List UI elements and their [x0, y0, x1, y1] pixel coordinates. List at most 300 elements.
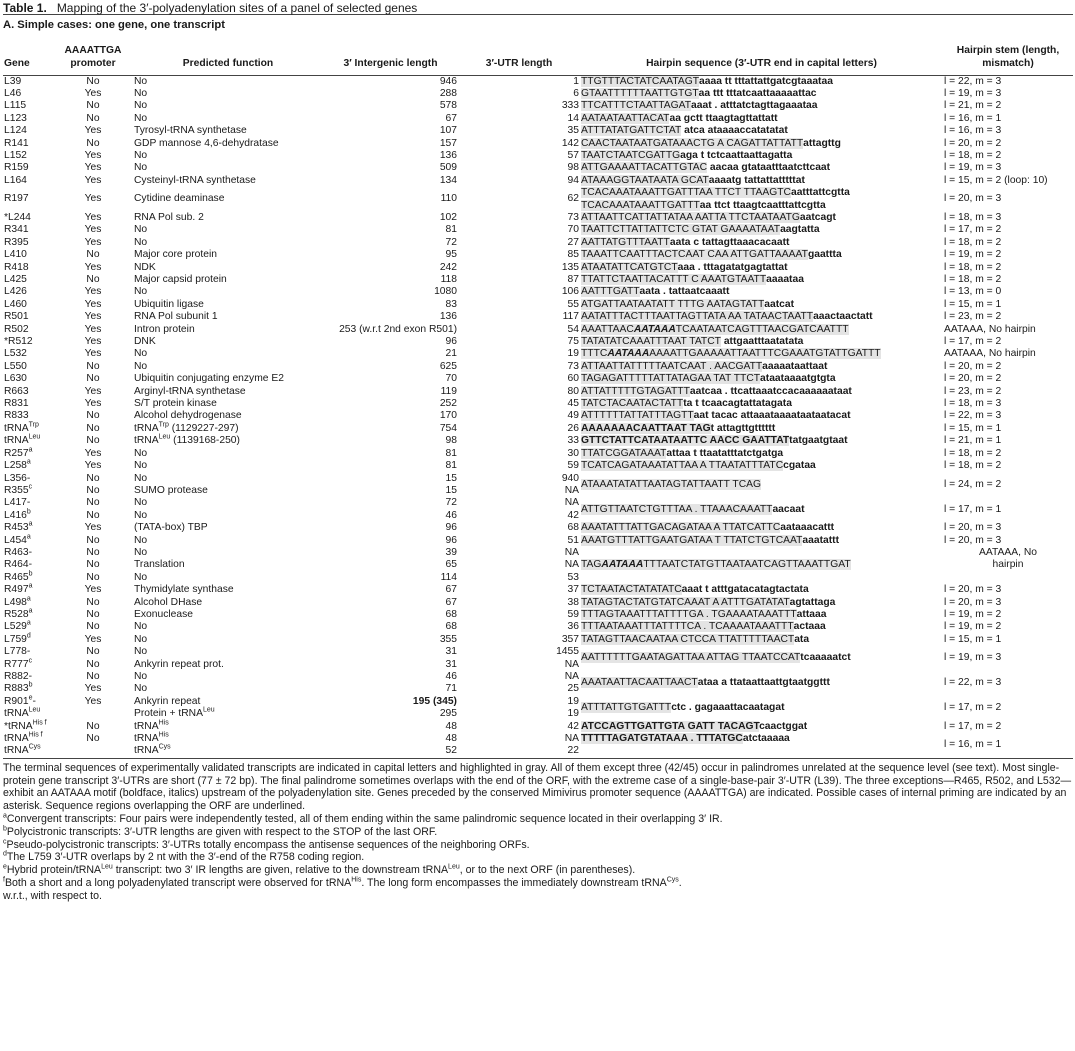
- sequence-lowercase: aat tacac attaaataaaataataatacat: [693, 410, 851, 422]
- hairpin-stem-cell: l = 18, m = 2: [944, 149, 1002, 161]
- hairpin-sequence-cell: [580, 138, 943, 150]
- hairpin-sequence-cell: [580, 361, 943, 373]
- hairpin-stem-cell: hairpin: [992, 559, 1024, 571]
- function-text: No: [134, 286, 148, 298]
- utr-length-cell: 80: [567, 385, 579, 397]
- hairpin-sequence-cell: [580, 597, 943, 609]
- gene-cell: [3, 88, 53, 100]
- table-row: [3, 373, 1073, 385]
- function-cell: [133, 659, 323, 671]
- sequence-part: TAG: [581, 559, 602, 571]
- hairpin-sequence-cell: [580, 745, 943, 757]
- intergenic-length-cell: 72: [445, 497, 457, 509]
- gene-superscript: a: [26, 619, 31, 627]
- gene-cell: [3, 262, 53, 274]
- sequence-highlighted: TATATATCAAATTTAAT TATCT: [581, 336, 721, 348]
- col-header-function: Predicted function: [182, 57, 274, 69]
- function-text: No: [134, 447, 148, 459]
- promoter-cell: No: [86, 249, 100, 261]
- hairpin-sequence-cell: [580, 324, 943, 336]
- intergenic-length-cell: 136: [439, 311, 457, 323]
- gene-name: L123: [4, 112, 27, 124]
- col-header-utr: 3′-UTR length: [485, 57, 553, 69]
- function-superscript: Leu: [202, 706, 215, 714]
- function-text: Cysteinyl-tRNA synthetase: [134, 174, 256, 186]
- intergenic-length-cell: 509: [439, 162, 457, 174]
- gene-cell: [3, 274, 53, 286]
- function-text: SUMO protease: [134, 484, 208, 496]
- gene-superscript: b: [28, 570, 33, 578]
- gene-name: tRNA: [4, 733, 29, 745]
- promoter-cell: No: [86, 100, 100, 112]
- sequence-lowercase: attaa t ttaatatttatctgatga: [666, 447, 784, 459]
- sequence-lowercase: atca ataaaaccatatatat: [681, 125, 788, 137]
- intergenic-length-cell: 46: [445, 671, 457, 682]
- utr-length-cell: 1: [573, 75, 579, 87]
- sequence-highlighted: TAGAGATTTTTATTATAGAA TAT TTCT: [581, 373, 761, 385]
- function-text: Major capsid protein: [134, 274, 227, 285]
- utr-length-cell: 117: [562, 311, 579, 323]
- hairpin-stem-cell: l = 20, m = 3: [944, 522, 1002, 534]
- utr-length-cell: 70: [567, 224, 579, 236]
- function-cell: [133, 683, 323, 695]
- function-cell: [133, 286, 323, 298]
- sequence-lowercase: ta t tcaacagtattatagata: [683, 398, 792, 410]
- note-f: $^f$Both a short and a long polyadenylated transcript were observed for tRNA$^{His}$. The long form encompasses the immediately downstream tRNA$^{Cys}$.: [3, 876, 682, 890]
- gene-superscript: c: [28, 657, 33, 665]
- function-text: NDK: [134, 261, 156, 273]
- gene-cell: [3, 187, 53, 212]
- gene-name: R831: [4, 398, 29, 410]
- table-row: [3, 100, 1073, 112]
- table-row: [3, 125, 1073, 137]
- hairpin-stem-cell: l = 15, m = 1: [944, 422, 1002, 434]
- sequence-lowercase: aacaa gtataatttaatcttcaat: [707, 162, 831, 174]
- gene-superscript: His f: [28, 731, 43, 739]
- utr-length-cell: 33: [567, 435, 579, 447]
- gene-name: tRNA: [4, 435, 29, 447]
- sequence-lowercase: aga t tctcaattaattagatta: [680, 149, 793, 161]
- hairpin-sequence-cell: [580, 373, 943, 385]
- intergenic-length-cell: 98: [445, 435, 457, 447]
- function-cell: [133, 138, 323, 150]
- sequence-highlighted: [581, 559, 851, 570]
- hairpin-sequence-cell: [580, 162, 943, 174]
- gene-cell: [3, 113, 53, 125]
- hairpin-stem-cell: l = 19, m = 3: [944, 87, 1002, 99]
- sequence-lowercase: aa gctt ttaagtagttattatt: [669, 112, 778, 124]
- note-main: The terminal sequences of experimentally validated transcripts are indicated in capital letters and highlighted in gray. All of them except three (42/45) occur in palindromes unrelated at the sequence level (see text). Most single-protein gene transcript 3′-UTRs are short (77 ± 72 bp). The final palindrome sometimes overlaps with the end of the ORF, with the extreme case of a single-base-pair 3′-UTR (L39). The three exceptions—R465, R502, and L532—exhibit an AATAAA motif (boldface, italics) upstream of the polyadenylation site. Genes preceded by the conserved Mimivirus promoter sequence (AAAATTGA) are indicated. Possible cases of internal priming are indicated by an asterisk. Sequence regions overlapping the ORF are underlined.: [3, 761, 1072, 813]
- function-text: No: [134, 224, 148, 236]
- hairpin-stem-cell: l = 21, m = 2: [944, 100, 1002, 112]
- sequence-highlighted: TCACAAATAAATTGATTT: [581, 199, 700, 211]
- sequence-lowercase: aatcagt: [799, 211, 836, 223]
- function-cell: [133, 559, 323, 571]
- sequence-highlighted: ATAAATATATTAATAGTATTAATT TCAG: [581, 478, 762, 490]
- gene-name: L417-: [4, 497, 31, 509]
- promoter-cell: Yes: [84, 236, 102, 248]
- intergenic-length-cell: 31: [445, 646, 457, 658]
- gene-cell: [3, 150, 53, 162]
- sequence-highlighted: AAATATTTATTGACAGATAA A TTATCATTC: [581, 522, 781, 534]
- intergenic-length-cell: 95: [445, 249, 457, 261]
- gene-superscript: a: [26, 458, 31, 466]
- utr-length-cell: 19: [567, 348, 579, 360]
- sequence-lowercase: aaa . tttagatatgagtattat: [677, 261, 788, 273]
- gene-name: R833: [4, 410, 29, 422]
- sequence-highlighted: TCATCAGATAAATATTAA A TTAATATTTATC: [581, 460, 784, 472]
- gene-cell: [3, 336, 53, 348]
- function-text: No: [134, 671, 148, 682]
- gene-name: R501: [4, 311, 29, 323]
- table-row: [3, 162, 1073, 174]
- hairpin-sequence-cell: [580, 535, 943, 547]
- gene-name: *L244: [4, 211, 31, 223]
- sequence-highlighted: AAATGTTTATTGAATGATAA T TTATCTGTCAAT: [581, 534, 803, 546]
- gene-superscript: a: [26, 533, 31, 541]
- sequence-highlighted: TTATTCTAATTACATTT C AAATGTAATT: [581, 274, 767, 285]
- utr-length-cell: NA: [564, 559, 579, 571]
- gene-name: R502: [4, 323, 29, 335]
- col-header-hairpin-seq: Hairpin sequence (3′-UTR end in capital letters): [646, 57, 877, 69]
- sequence-highlighted: TAATTCTTATTATTCTC GTAT GAAAATAAT: [581, 224, 781, 236]
- hairpin-stem-cell: l = 17, m = 2: [944, 702, 1002, 714]
- function-text: Alcohol dehydrogenase: [134, 410, 242, 422]
- sequence-lowercase: ataataaaatgtgta: [760, 373, 836, 385]
- function-cell: [133, 175, 323, 187]
- hairpin-stem-cell: l = 20, m = 3: [944, 596, 1002, 608]
- col-header-intergenic: 3′ Intergenic length: [343, 57, 438, 69]
- function-cell: [133, 324, 323, 336]
- hairpin-stem-cell: l = 22, m = 3: [944, 75, 1002, 87]
- gene-cell: [3, 162, 53, 174]
- function-cell: [133, 125, 323, 137]
- utr-length-cell: 36: [567, 621, 579, 633]
- hairpin-sequence-cell: [580, 423, 943, 435]
- hairpin-sequence-cell: [580, 299, 943, 311]
- intergenic-length-cell: 110: [440, 193, 457, 205]
- table-row: [3, 286, 1073, 298]
- function-cell: [133, 745, 323, 757]
- hairpin-stem-cell: AATAAA, No hairpin: [944, 323, 1036, 335]
- sequence-lowercase: aa ttt tttatcaattaaaaattac: [698, 87, 817, 99]
- sequence-part: TCAATAATCAGTTTAACGATCAATTT: [675, 323, 849, 335]
- function-text: Ankyrin repeat: [134, 695, 201, 707]
- function-cell: [133, 336, 323, 348]
- gene-name: R395: [4, 236, 29, 248]
- hairpin-sequence-cell: [580, 224, 943, 236]
- promoter-cell: No: [86, 621, 100, 633]
- promoter-cell: Yes: [84, 398, 102, 410]
- table-row: [3, 448, 1073, 460]
- sequence-lowercase: cgataa: [783, 460, 816, 472]
- note-e: $^e$Hybrid protein/tRNA$^{Leu}$ transcript: two 3′ IR lengths are given, relative to the downstream tRNA$^{Leu}$, or to the next ORF (in parentheses).: [3, 863, 636, 877]
- hairpin-sequence-cell: [580, 237, 943, 249]
- table-row: [3, 547, 1073, 559]
- gene-name: R355: [4, 484, 29, 496]
- hairpin-sequence-cell: [580, 733, 943, 745]
- utr-length-cell: 1455: [556, 646, 579, 658]
- function-suffix: (1139168-250): [170, 435, 240, 447]
- intergenic-length-cell: 46: [445, 509, 457, 521]
- hairpin-stem-cell: l = 23, m = 2: [944, 385, 1002, 397]
- intergenic-length-cell: 71: [445, 683, 457, 695]
- function-cell: [133, 311, 323, 323]
- table-row: [3, 497, 1073, 509]
- function-cell: [133, 485, 323, 497]
- table-row: [3, 361, 1073, 373]
- gene-cell: [3, 286, 53, 298]
- function-superscript: His: [158, 719, 169, 727]
- sequence-lowercase: aaatattt: [802, 534, 840, 546]
- sequence-highlighted: [581, 324, 849, 335]
- intergenic-length-cell: 625: [439, 360, 457, 372]
- utr-length-cell: 35: [567, 125, 579, 137]
- function-text: DNK: [134, 336, 156, 348]
- sequence-lowercase: caactggat: [759, 720, 808, 732]
- hairpin-sequence-cell: [580, 150, 943, 162]
- sequence-highlighted: AATAATAATTACAT: [581, 112, 670, 124]
- function-text: RNA Pol subunit 1: [134, 311, 218, 323]
- promoter-cell: No: [86, 472, 100, 484]
- utr-length-cell: 37: [567, 584, 579, 596]
- function-cell: [133, 224, 323, 236]
- hairpin-sequence-cell: [580, 646, 943, 671]
- gene-name: *tRNA: [4, 720, 33, 732]
- function-cell: [133, 361, 323, 373]
- hairpin-sequence-cell: [580, 547, 943, 584]
- promoter-cell: No: [86, 671, 100, 682]
- function-cell: [133, 460, 323, 472]
- function-cell: [133, 162, 323, 174]
- table-row: [3, 348, 1073, 360]
- gene-name: R883: [4, 683, 29, 695]
- gene-cell: [3, 299, 53, 311]
- promoter-cell: Yes: [84, 385, 102, 397]
- utr-length-cell: 6: [573, 87, 579, 99]
- intergenic-length-cell: 81: [445, 224, 457, 236]
- hairpin-sequence-cell: [580, 88, 943, 100]
- col-header-gene: Gene: [4, 57, 30, 69]
- intergenic-length-cell: 136: [439, 149, 457, 161]
- function-cell: [133, 212, 323, 224]
- gene-name: L630: [4, 373, 27, 385]
- gene-name: L498: [4, 596, 27, 608]
- utr-length-cell: NA: [564, 671, 579, 682]
- hairpin-sequence-cell: [580, 212, 943, 224]
- sequence-lowercase: aaat t atttgatacatagtactata: [681, 584, 809, 596]
- sequence-highlighted: TAAATTCAATTTACTCAAT CAA ATTGATTAAAAT: [581, 249, 808, 261]
- promoter-cell: Yes: [84, 174, 102, 186]
- gene-name: R463-: [4, 546, 33, 558]
- sequence-lowercase: gaattta: [807, 249, 842, 261]
- hairpin-sequence-cell: [580, 75, 943, 88]
- sequence-highlighted: ATTATTTTTGTAGATTT: [581, 385, 690, 397]
- gene-superscript: c: [28, 483, 33, 491]
- function-text: No: [134, 460, 148, 472]
- intergenic-length-cell: 195 (345): [412, 695, 457, 707]
- hairpin-stem-cell: l = 18, m = 2: [944, 460, 1002, 472]
- gene-name: L425: [4, 274, 27, 285]
- sequence-lowercase: aaaataa: [766, 274, 804, 285]
- table-row: [3, 535, 1073, 547]
- promoter-cell: No: [86, 112, 100, 124]
- utr-length-cell: NA: [564, 546, 579, 558]
- sequence-highlighted: ATTTATATGATTCTAT: [581, 125, 682, 137]
- promoter-cell: No: [86, 596, 100, 608]
- promoter-cell: Yes: [84, 348, 102, 360]
- function-text: Tyrosyl-tRNA synthetase: [134, 125, 247, 137]
- function-text: No: [134, 683, 148, 695]
- utr-length-cell: NA: [564, 733, 579, 745]
- gene-name: L39: [4, 75, 22, 87]
- utr-length-cell: 42: [567, 509, 579, 521]
- intergenic-length-cell: 31: [445, 658, 457, 670]
- hairpin-stem-cell: l = 15, m = 2 (loop: 10): [944, 174, 1048, 186]
- gene-cell: [3, 373, 53, 385]
- promoter-cell: No: [86, 497, 100, 509]
- sequence-lowercase: aatttattcgtta: [790, 187, 850, 199]
- gene-cell: [3, 398, 53, 410]
- function-text: Alcohol DHase: [134, 596, 203, 608]
- sequence-lowercase: aacaat: [772, 503, 805, 515]
- gene-name: L778-: [4, 646, 31, 658]
- table-row: [3, 113, 1073, 125]
- function-cell: [133, 535, 323, 547]
- intergenic-length-cell: 67: [445, 596, 457, 608]
- hairpin-stem-cell: l = 18, m = 3: [944, 211, 1002, 223]
- utr-length-cell: 45: [567, 398, 579, 410]
- gene-name: L532: [4, 348, 27, 360]
- hairpin-sequence-cell: [580, 448, 943, 460]
- sequence-part: AAATTAAC: [581, 323, 634, 335]
- promoter-cell: No: [86, 410, 100, 422]
- table-row: [3, 745, 1073, 757]
- hairpin-sequence-cell: [580, 286, 943, 298]
- table-row: [3, 212, 1073, 224]
- hairpin-stem-cell: l = 19, m = 2: [944, 621, 1002, 633]
- utr-length-cell: 55: [567, 298, 579, 310]
- intergenic-length-cell: 15: [445, 472, 457, 484]
- function-cell: [133, 187, 323, 212]
- gene-cell: [3, 745, 53, 757]
- utr-length-cell: 25: [567, 683, 579, 695]
- sequence-lowercase: tcaaaaatct: [800, 652, 851, 664]
- gene-cell: [3, 75, 53, 88]
- utr-length-cell: NA: [564, 658, 579, 670]
- function-text: Exonuclease: [134, 608, 193, 620]
- function-cell: [133, 299, 323, 311]
- function-cell: [133, 435, 323, 447]
- hairpin-sequence-cell: [580, 497, 943, 522]
- intergenic-length-cell: 946: [439, 75, 457, 87]
- promoter-cell: Yes: [84, 323, 102, 335]
- utr-length-cell: 68: [567, 522, 579, 534]
- sequence-highlighted: ATCCAGTTGATTGTA GATT TACAGT: [581, 720, 760, 732]
- table-row: [3, 634, 1073, 646]
- table-row: [3, 646, 1073, 658]
- intergenic-length-cell: 288: [439, 87, 457, 99]
- sequence-highlighted: ATTGAAAATTACATTGTAC: [581, 162, 708, 174]
- table-row: [3, 671, 1073, 683]
- note-b: $^b$Polycistronic transcripts: 3′-UTR lengths are given with respect to the STOP of the last ORF.: [3, 825, 438, 838]
- promoter-cell: No: [86, 373, 100, 385]
- gene-name: L152: [4, 149, 27, 161]
- utr-length-cell: 333: [561, 100, 579, 112]
- function-cell: [133, 398, 323, 410]
- sequence-part: TTTAATCTATGTTAATAATCAGTTAAATTGAT: [643, 559, 851, 571]
- table-body: [3, 75, 1073, 758]
- promoter-cell: No: [86, 546, 100, 558]
- function-text: No: [134, 112, 148, 124]
- sequence-lowercase: aataaacattt: [780, 522, 835, 534]
- intergenic-length-cell: 48: [445, 733, 457, 745]
- intergenic-length-cell: 72: [445, 236, 457, 248]
- gene-cell: [3, 485, 53, 497]
- hairpin-stem-cell: l = 19, m = 2: [944, 249, 1002, 261]
- function-cell: [133, 634, 323, 646]
- intergenic-length-cell: 134: [439, 174, 457, 186]
- function-text: No: [134, 497, 148, 509]
- hairpin-stem-cell: l = 20, m = 2: [944, 373, 1002, 385]
- sequence-highlighted: TATCTACAATACTATT: [581, 398, 684, 410]
- gene-cell: [3, 100, 53, 112]
- utr-length-cell: 19: [567, 695, 579, 707]
- utr-length-cell: 14: [567, 112, 579, 124]
- function-text: Ankyrin repeat prot.: [134, 658, 224, 670]
- gene-cell: [3, 547, 53, 559]
- sequence-highlighted: TCTAATACTATATATC: [581, 584, 682, 596]
- utr-length-cell: 106: [561, 286, 579, 298]
- sequence-lowercase: ata: [794, 633, 810, 645]
- aataaa-motif: AATAAA: [607, 348, 650, 360]
- gene-cell: [3, 348, 53, 360]
- gene-superscript: Cys: [28, 744, 41, 752]
- sequence-lowercase: ctc . gagaaattacaatagat: [671, 702, 785, 714]
- hairpin-stem-cell: l = 18, m = 2: [944, 274, 1002, 285]
- hairpin-stem-cell: l = 20, m = 3: [944, 193, 1002, 205]
- gene-name: L410: [4, 249, 27, 261]
- table-row: [3, 274, 1073, 286]
- intergenic-length-cell: 96: [445, 336, 457, 348]
- gene-name: R663: [4, 385, 29, 397]
- table-row: [3, 609, 1073, 621]
- table-label: Table 1.: [3, 1, 47, 15]
- sequence-lowercase: aagtatta: [780, 224, 820, 236]
- sequence-highlighted: TATAGTTAACAATAA CTCCA TTATTTTTAACT: [581, 633, 795, 645]
- sequence-lowercase: agtattaga: [789, 596, 836, 608]
- function-cell: [133, 448, 323, 460]
- function-cell: [133, 249, 323, 261]
- hairpin-stem-cell: l = 19, m = 3: [944, 162, 1002, 174]
- table-row: [3, 187, 1073, 212]
- function-cell: [133, 609, 323, 621]
- intergenic-length-cell: 754: [439, 422, 457, 434]
- intergenic-length-cell: 1080: [434, 286, 457, 298]
- hairpin-sequence-cell: [580, 410, 943, 422]
- function-text: Cytidine deaminase: [134, 193, 225, 205]
- gene-cell: [3, 249, 53, 261]
- intergenic-length-cell: 252: [439, 398, 457, 410]
- hairpin-stem-cell: [943, 572, 1073, 584]
- gene-superscript: Leu: [28, 706, 41, 714]
- promoter-cell: No: [86, 484, 100, 496]
- intergenic-length-cell: 65: [445, 559, 457, 571]
- function-text: No: [134, 472, 148, 484]
- function-cell: [133, 597, 323, 609]
- function-text: Ubiquitin conjugating enzyme E2: [134, 373, 284, 385]
- function-text: No: [134, 149, 148, 161]
